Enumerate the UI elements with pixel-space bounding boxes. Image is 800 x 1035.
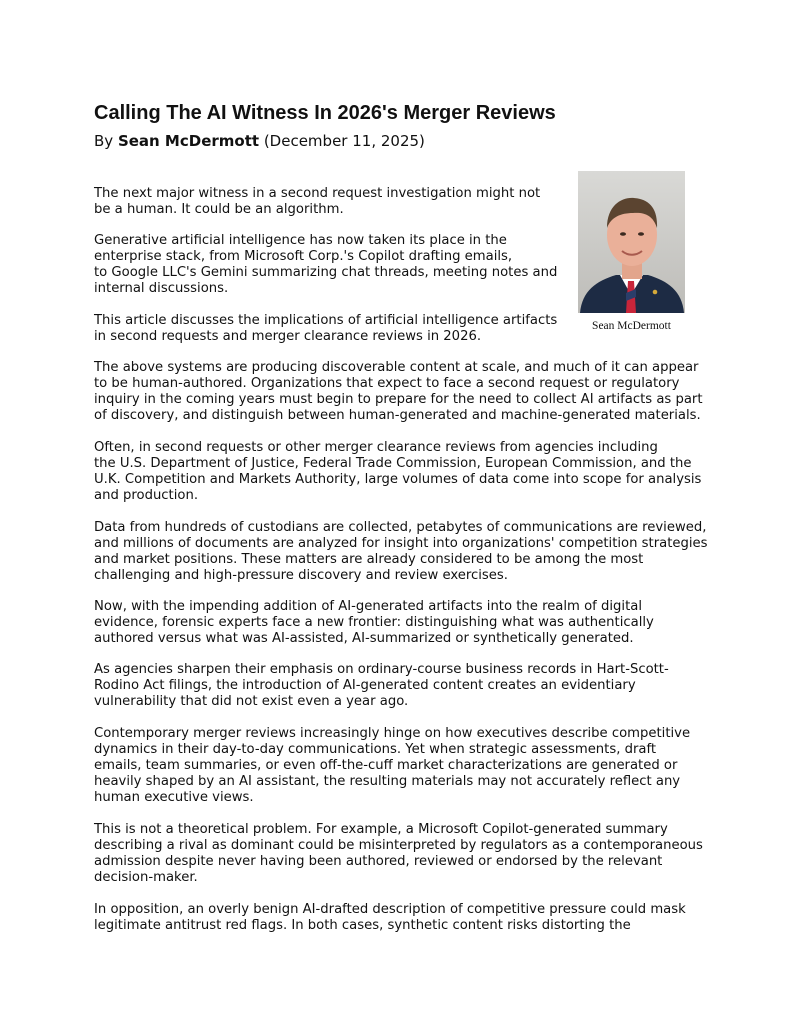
article-paragraph xyxy=(94,822,703,886)
paragraph-line: This article discusses the implications of artificial intelligence artifacts xyxy=(94,313,558,328)
paragraph-line: Often, in second requests or other merger clearance reviews from agencies including xyxy=(94,440,658,455)
paragraph-line: challenging and high-pressure discovery and review exercises. xyxy=(94,568,508,583)
paragraph-line: in second requests and merger clearance reviews in 2026. xyxy=(94,329,482,344)
photo-caption: Sean McDermott xyxy=(592,320,671,332)
paragraph-line: Now, with the impending addition of AI-generated artifacts into the realm of digital xyxy=(94,599,642,614)
paragraph-line: to be human-authored. Organizations that expect to face a second request or regulatory xyxy=(94,376,680,391)
article-paragraph xyxy=(94,902,686,934)
paragraph-line: vulnerability that did not exist even a year ago. xyxy=(94,694,409,709)
paragraph-line: evidence, forensic experts face a new frontier: distinguishing what was authentically xyxy=(94,615,654,630)
article-paragraph xyxy=(94,662,669,710)
paragraph-line: describing a rival as dominant could be misinterpreted by regulators as a contemporaneous xyxy=(94,838,703,853)
paragraph-line: be a human. It could be an algorithm. xyxy=(94,202,344,217)
paragraph-line: Data from hundreds of custodians are collected, petabytes of communications are reviewed, xyxy=(94,520,707,535)
paragraph-line: to Google LLC's Gemini summarizing chat threads, meeting notes and xyxy=(94,265,558,280)
paragraph-line: and millions of documents are analyzed for insight into organizations' competition strategies xyxy=(94,536,708,551)
paragraph-line: authored versus what was AI-assisted, AI-summarized or synthetically generated. xyxy=(94,631,634,646)
paragraph-line: decision-maker. xyxy=(94,870,198,885)
paragraph-line: internal discussions. xyxy=(94,281,229,296)
article-paragraph xyxy=(94,186,540,218)
author-name: Sean McDermott xyxy=(117,132,260,150)
article-paragraph xyxy=(94,313,557,345)
author-photo xyxy=(578,171,685,313)
paragraph-line: This is not a theoretical problem. For example, a Microsoft Copilot-generated summary xyxy=(94,822,668,837)
paragraph-line: In opposition, an overly benign AI-drafted description of competitive pressure could mask xyxy=(94,902,686,917)
article-paragraph xyxy=(94,360,703,424)
paragraph-line: and production. xyxy=(94,488,199,503)
paragraph-line: As agencies sharpen their emphasis on ordinary-course business records in Hart-Scott- xyxy=(94,662,669,677)
paragraph-line: The above systems are producing discoverable content at scale, and much of it can appear xyxy=(94,360,699,375)
article-paragraph xyxy=(94,440,701,504)
paragraph-line: human executive views. xyxy=(94,790,254,805)
paragraph-line: and market positions. These matters are already considered to be among the most xyxy=(94,552,644,567)
article-title: Calling The AI Witness In 2026's Merger Reviews xyxy=(94,102,556,124)
paragraph-line: U.K. Competition and Markets Authority, large volumes of data come into scope for analysis xyxy=(94,472,702,487)
paragraph-line: the U.S. Department of Justice, Federal Trade Commission, European Commission, and the xyxy=(94,456,692,471)
byline-prefix: By xyxy=(94,132,118,150)
article-paragraph xyxy=(94,599,654,647)
byline xyxy=(94,130,425,152)
paragraph-line: of discovery, and distinguish between human-generated and machine-generated materials. xyxy=(94,408,701,423)
paragraph-line: The next major witness in a second request investigation might not xyxy=(94,186,541,201)
article-paragraph xyxy=(94,520,708,584)
paragraph-line: Generative artificial intelligence has now taken its place in the xyxy=(94,233,507,248)
paragraph-line: emails, team summaries, or even off-the-cuff market characterizations are generated or xyxy=(94,758,678,773)
paragraph-line: Contemporary merger reviews increasingly hinge on how executives describe competitive xyxy=(94,726,691,741)
article-paragraph xyxy=(94,233,557,297)
paragraph-line: Rodino Act filings, the introduction of AI-generated content creates an evidentiary xyxy=(94,678,636,693)
paragraph-line: heavily shaped by an AI assistant, the resulting materials may not accurately reflect any xyxy=(94,774,681,789)
paragraph-line: legitimate antitrust red flags. In both cases, synthetic content risks distorting the xyxy=(94,918,631,933)
paragraph-line: dynamics in their day-to-day communications. Yet when strategic assessments, draft xyxy=(94,742,657,757)
paragraph-line: inquiry in the coming years must begin to prepare for the need to collect AI artifacts as part xyxy=(94,392,703,407)
paragraph-line: admission despite never having been authored, reviewed or endorsed by the relevant xyxy=(94,854,663,869)
article-paragraph xyxy=(94,726,690,806)
publish-date: (December 11, 2025) xyxy=(259,132,425,150)
paragraph-line: enterprise stack, from Microsoft Corp.'s Copilot drafting emails, xyxy=(94,249,513,264)
